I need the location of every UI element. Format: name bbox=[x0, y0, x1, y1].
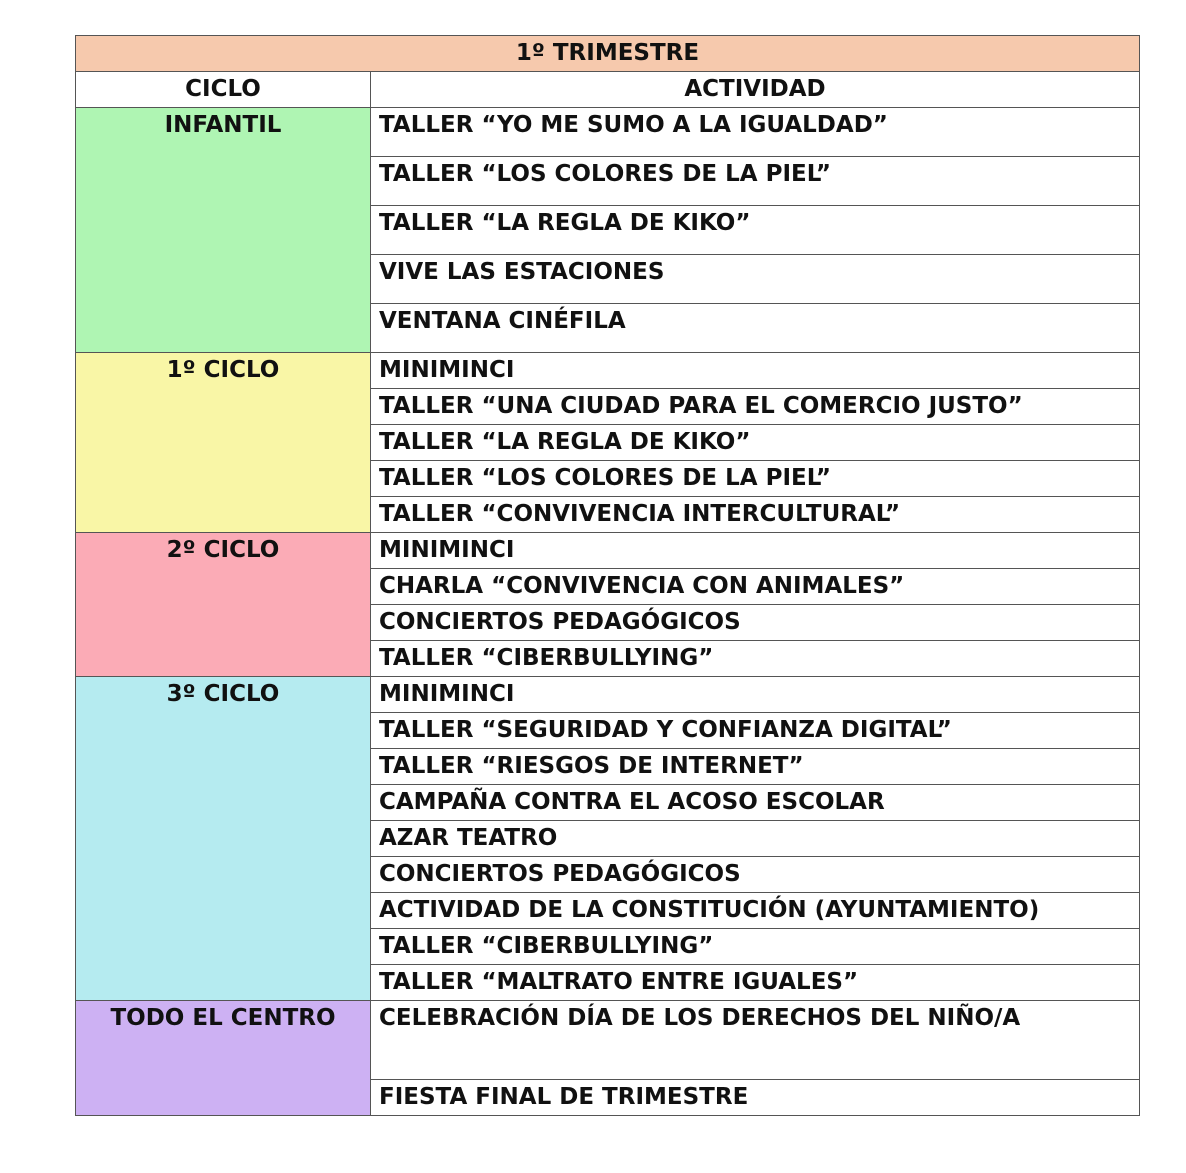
activity-cell: CONCIERTOS PEDAGÓGICOS bbox=[371, 857, 1140, 893]
table-row bbox=[76, 1001, 1140, 1080]
activity-cell: TALLER “CONVIVENCIA INTERCULTURAL” bbox=[371, 497, 1140, 533]
activity-cell: VIVE LAS ESTACIONES bbox=[371, 255, 1140, 304]
activity-cell: TALLER “LOS COLORES DE LA PIEL” bbox=[371, 461, 1140, 497]
header-actividad: ACTIVIDAD bbox=[371, 72, 1140, 108]
table-row bbox=[76, 108, 1140, 157]
activity-cell: MINIMINCI bbox=[371, 677, 1140, 713]
schedule-table bbox=[75, 35, 1140, 1116]
activity-cell: TALLER “CIBERBULLYING” bbox=[371, 929, 1140, 965]
ciclo-3: 3º CICLO bbox=[76, 677, 371, 1001]
ciclo-infantil: INFANTIL bbox=[76, 108, 371, 353]
table-row bbox=[76, 533, 1140, 569]
table-row bbox=[76, 353, 1140, 389]
title-row bbox=[76, 36, 1140, 72]
activity-cell: TALLER “MALTRATO ENTRE IGUALES” bbox=[371, 965, 1140, 1001]
activity-cell: TALLER “RIESGOS DE INTERNET” bbox=[371, 749, 1140, 785]
activity-cell: ACTIVIDAD DE LA CONSTITUCIÓN (AYUNTAMIENTO) bbox=[371, 893, 1140, 929]
table-row bbox=[76, 677, 1140, 713]
activity-cell: TALLER “LOS COLORES DE LA PIEL” bbox=[371, 157, 1140, 206]
activity-cell: TALLER “LA REGLA DE KIKO” bbox=[371, 425, 1140, 461]
activity-cell: TALLER “SEGURIDAD Y CONFIANZA DIGITAL” bbox=[371, 713, 1140, 749]
ciclo-todo-el-centro: TODO EL CENTRO bbox=[76, 1001, 371, 1116]
activity-cell: TALLER “CIBERBULLYING” bbox=[371, 641, 1140, 677]
table-title: 1º TRIMESTRE bbox=[76, 36, 1140, 72]
activity-cell: CHARLA “CONVIVENCIA CON ANIMALES” bbox=[371, 569, 1140, 605]
activity-cell: CELEBRACIÓN DÍA DE LOS DERECHOS DEL NIÑO/A bbox=[371, 1001, 1140, 1080]
header-row bbox=[76, 72, 1140, 108]
ciclo-2: 2º CICLO bbox=[76, 533, 371, 677]
activity-cell: CAMPAÑA CONTRA EL ACOSO ESCOLAR bbox=[371, 785, 1140, 821]
activity-cell: TALLER “LA REGLA DE KIKO” bbox=[371, 206, 1140, 255]
activity-cell: CONCIERTOS PEDAGÓGICOS bbox=[371, 605, 1140, 641]
activity-cell: AZAR TEATRO bbox=[371, 821, 1140, 857]
schedule-table-wrapper bbox=[75, 35, 1139, 1116]
activity-cell: MINIMINCI bbox=[371, 353, 1140, 389]
activity-cell: VENTANA CINÉFILA bbox=[371, 304, 1140, 353]
activity-cell: FIESTA FINAL DE TRIMESTRE bbox=[371, 1080, 1140, 1116]
ciclo-1: 1º CICLO bbox=[76, 353, 371, 533]
activity-cell: TALLER “UNA CIUDAD PARA EL COMERCIO JUSTO” bbox=[371, 389, 1140, 425]
header-ciclo: CICLO bbox=[76, 72, 371, 108]
activity-cell: TALLER “YO ME SUMO A LA IGUALDAD” bbox=[371, 108, 1140, 157]
activity-cell: MINIMINCI bbox=[371, 533, 1140, 569]
